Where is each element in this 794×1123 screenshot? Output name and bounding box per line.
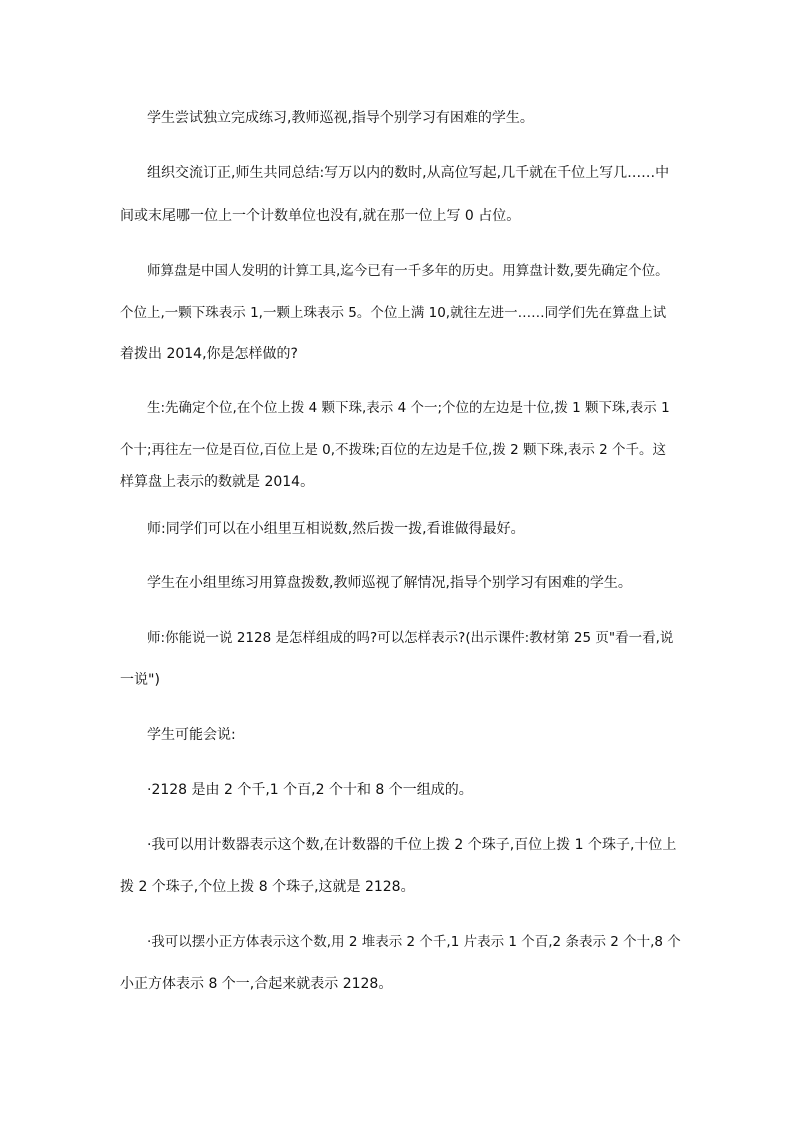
text-line: ·我可以摆小正方体表示这个数,用 2 堆表示 2 个千,1 片表示 1 个百,2 条表示 2 个十,8 个	[147, 934, 681, 950]
text-line: 着拨出 2014,你是怎样做的?	[120, 346, 298, 362]
text-line: 小正方体表示 8 个一,合起来就表示 2128。	[120, 976, 393, 992]
text-line: 生:先确定个位,在个位上拨 4 颗下珠,表示 4 个一;个位的左边是十位,拨 1 颗下珠,表示 1	[147, 400, 670, 416]
text-line: 学生可能会说:	[147, 727, 236, 743]
text-line: 拨 2 个珠子,个位上拨 8 个珠子,这就是 2128。	[120, 879, 415, 895]
text-line: 师:你能说一说 2128 是怎样组成的吗?可以怎样表示?(出示课件:教材第 25 页"看一看,说	[147, 630, 674, 646]
text-line: 个位上,一颗下珠表示 1,一颗上珠表示 5。个位上满 10,就往左进一……同学们先在算盘上试	[120, 305, 667, 321]
text-line: 个十;再往左一位是百位,百位上是 0,不拨珠;百位的左边是千位,拨 2 颗下珠,表示 2 个千。这	[120, 442, 666, 458]
text-line: ·我可以用计数器表示这个数,在计数器的千位上拨 2 个珠子,百位上拨 1 个珠子,十位上	[147, 837, 677, 853]
text-line: 样算盘上表示的数就是 2014。	[120, 474, 315, 490]
text-line: 师算盘是中国人发明的计算工具,迄今已有一千多年的历史。用算盘计数,要先确定个位。	[147, 263, 669, 279]
text-line: 师:同学们可以在小组里互相说数,然后拨一拨,看谁做得最好。	[147, 521, 525, 537]
text-line: 间或末尾哪一位上一个计数单位也没有,就在那一位上写 0 占位。	[120, 208, 521, 224]
text-line: 学生在小组里练习用算盘拨数,教师巡视了解情况,指导个别学习有困难的学生。	[147, 575, 632, 591]
text-line: ·2128 是由 2 个千,1 个百,2 个十和 8 个一组成的。	[147, 782, 473, 798]
text-line: 一说")	[120, 672, 160, 688]
text-line: 学生尝试独立完成练习,教师巡视,指导个别学习有困难的学生。	[147, 110, 534, 126]
text-line: 组织交流订正,师生共同总结:写万以内的数时,从高位写起,几千就在千位上写几……中	[147, 165, 670, 181]
